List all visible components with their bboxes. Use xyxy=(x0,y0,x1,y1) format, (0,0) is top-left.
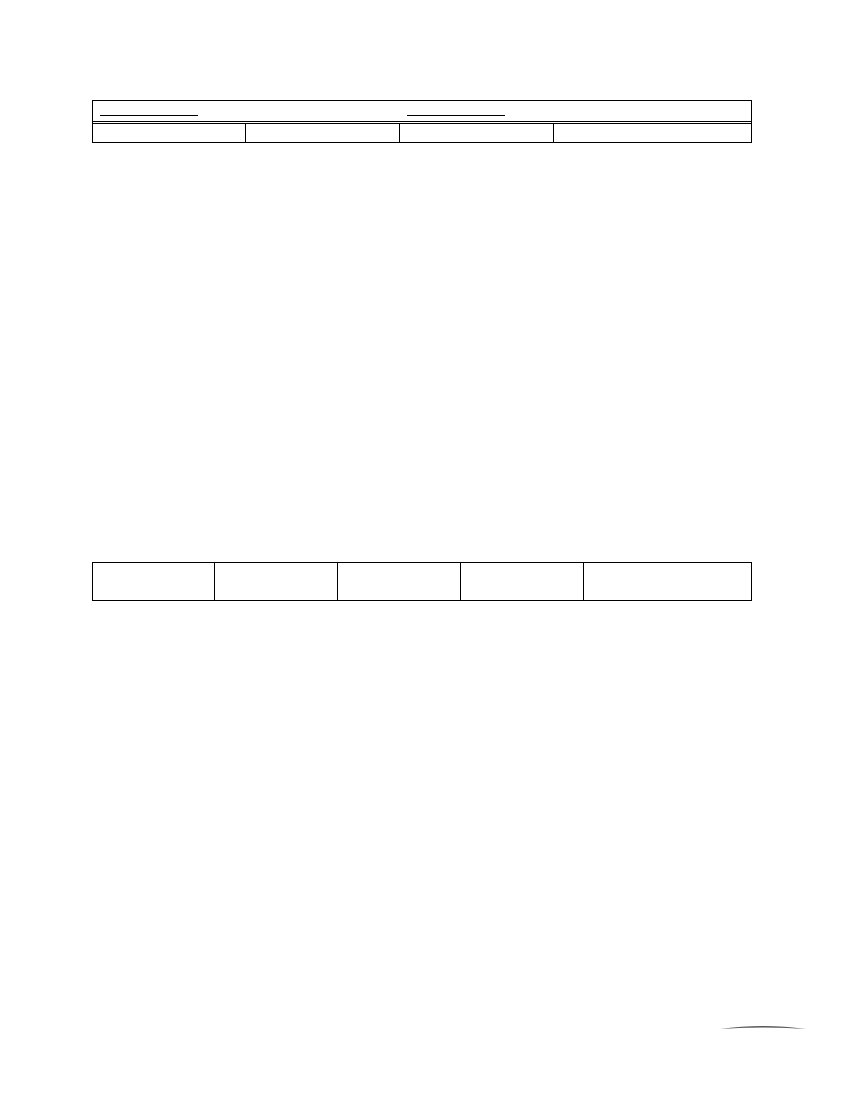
address-field[interactable] xyxy=(100,101,198,116)
uslegal-logo xyxy=(708,1024,823,1069)
financial-assets-table xyxy=(92,562,752,601)
advisors-column-headers xyxy=(93,124,752,143)
preview-watermark xyxy=(171,251,708,788)
family-advisors-table xyxy=(92,100,752,143)
logo-swoosh-icon xyxy=(718,1024,808,1032)
address-row xyxy=(93,101,752,122)
assets-column-headers xyxy=(93,563,752,601)
birthdate-field[interactable] xyxy=(407,101,505,116)
